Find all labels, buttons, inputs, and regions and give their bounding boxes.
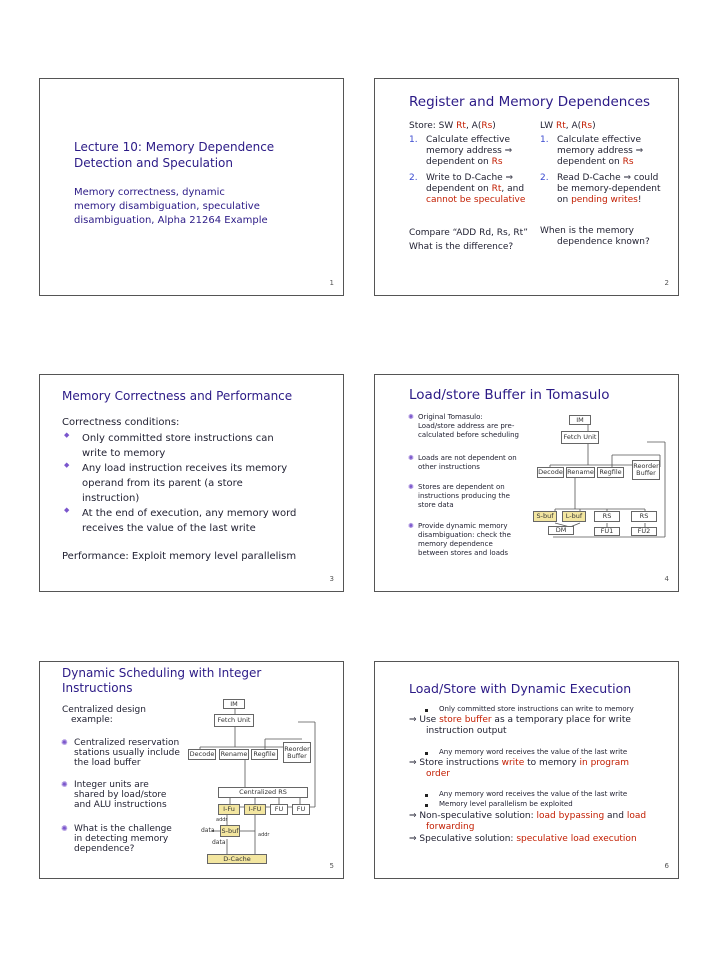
text-line: and ALU instructions [74, 800, 167, 810]
text-line: When is the memory [540, 226, 634, 236]
sub-point-4: Memory level parallelism be exploited [439, 800, 573, 808]
text-line: Centralized reservation [74, 738, 180, 748]
text-line: Original Tomasulo: [418, 413, 483, 421]
centralized-rs-box: Centralized RS [218, 787, 308, 798]
bullet-icon: ✺ [408, 522, 414, 530]
slide1-title-line1: Lecture 10: Memory Dependence [74, 140, 275, 154]
d-cache-box: D-Cache [207, 854, 267, 864]
list-number: 2. [540, 173, 549, 183]
slide-2 [374, 78, 679, 296]
fetch-unit-box: Fetch Unit [561, 431, 599, 444]
sub-point-3: Any memory word receives the value of the last write [439, 790, 628, 798]
integer-unit-2-box: I-FU [244, 804, 266, 815]
text-line: Loads are not dependent on [418, 454, 517, 462]
bullet-icon: ✺ [61, 824, 68, 833]
bullet-icon: ✺ [61, 780, 68, 789]
integer-scheduling-diagram-lines [40, 662, 345, 880]
load-buffer-box: L-buf [562, 511, 586, 522]
addr-label: addr [258, 832, 270, 838]
reservation-station-box: RS [631, 511, 657, 522]
text-line: Integer units are [74, 780, 149, 790]
text-line: write to memory [82, 448, 166, 459]
text-line: in detecting memory [74, 834, 169, 844]
list-number: 2. [409, 173, 418, 183]
functional-unit-box: FU [292, 804, 310, 815]
load-step1 [557, 135, 643, 168]
text-line: instructions producing the [418, 492, 510, 500]
text-line: dependence known? [557, 237, 650, 247]
slide1-sub-line3: disambiguation, Alpha 21264 Example [74, 215, 268, 226]
slide1-title [74, 139, 274, 171]
slide3-title: Memory Correctness and Performance [62, 389, 293, 403]
performance-text: Performance: Exploit memory level parallelism [62, 551, 297, 562]
regfile-box: Regfile [251, 749, 278, 760]
instruction-memory-box: IM [569, 415, 591, 425]
rename-box: Rename [567, 468, 594, 476]
slide-4 [374, 374, 679, 592]
data-label: data [212, 839, 226, 846]
tomasulo-diagram-lines [375, 375, 680, 593]
text-line: dependent on Rs [426, 157, 503, 167]
regfile-box: Regfile [597, 467, 624, 478]
text-line: Only committed store instructions can [82, 433, 274, 444]
page-number: 6 [664, 862, 669, 870]
page-number: 2 [664, 279, 669, 287]
text-line: Read D-Cache ⇒ could [557, 173, 659, 183]
text-line: Stores are dependent on [418, 483, 505, 491]
bullet-icon: ✺ [408, 454, 414, 462]
text-line: store data [418, 501, 454, 509]
reservation-station-box: RS [594, 511, 620, 522]
text-line: instruction output [426, 726, 507, 736]
slide1-subtitle [74, 186, 268, 228]
sub-point-2: Any memory word receives the value of the last write [439, 748, 628, 756]
answer-3: ⇒ Non-speculative solution: load bypassing and load forwarding [409, 811, 647, 832]
text-line: calculated before scheduling [418, 431, 519, 439]
slide-6 [374, 661, 679, 879]
text-line: Any load instruction receives its memory [82, 463, 288, 474]
text-line: dependence? [74, 844, 135, 854]
text-line: other instructions [418, 463, 480, 471]
slide5-title-line1: Dynamic Scheduling with Integer [62, 666, 262, 680]
text-line: Provide dynamic memory [418, 522, 508, 530]
when-text [540, 226, 650, 248]
functional-unit-2-box: FU2 [631, 527, 657, 536]
slide4-title: Load/store Buffer in Tomasulo [409, 387, 610, 403]
bullet-icon: ✺ [408, 483, 414, 491]
store-step2 [426, 173, 525, 206]
functional-unit-1-box: FU1 [594, 527, 620, 536]
slide2-title: Register and Memory Dependences [409, 94, 651, 110]
text-line: operand from its parent (a store [82, 478, 243, 489]
text-line: What is the difference? [409, 242, 514, 252]
text-line: on pending writes! [557, 195, 642, 205]
compare-text [409, 226, 528, 254]
data-label: data [201, 827, 215, 834]
text-line: shared by load/store [74, 790, 167, 800]
text-line: memory dependence [418, 540, 493, 548]
text-line: memory address ⇒ [557, 146, 644, 156]
text-line: Calculate effective [426, 135, 511, 145]
decode-box: Decode [538, 468, 563, 476]
reorder-buffer-box: Reorder Buffer [283, 742, 311, 763]
slide-5 [39, 661, 344, 879]
text-line: Load/store address are pre- [418, 422, 515, 430]
square-bullet-icon [425, 794, 428, 797]
answer-2: ⇒ Store instructions write to memory in program order [409, 758, 629, 779]
correctness-intro: Correctness conditions: [62, 417, 180, 428]
decode-box: Decode [189, 750, 215, 758]
instruction-memory-box: IM [223, 699, 245, 709]
text-line: forwarding [426, 822, 475, 832]
integer-unit-1-box: I-Fu [218, 804, 240, 815]
text-line: between stores and loads [418, 549, 509, 557]
bullet-icon: ✺ [408, 413, 414, 421]
text-line: example: [71, 715, 113, 725]
slide6-title: Load/Store with Dynamic Execution [409, 681, 632, 696]
page-number: 1 [329, 279, 334, 287]
bullet-icon: ◆ [64, 506, 70, 514]
text-line: memory address ⇒ [426, 146, 513, 156]
store-heading: Store: SW Rt, A(Rs) [409, 121, 496, 131]
text-line: dependent on Rs [557, 157, 634, 167]
load-heading: LW Rt, A(Rs) [540, 121, 596, 131]
page-number: 3 [329, 575, 334, 583]
condition-1 [82, 431, 274, 461]
slide-3 [39, 374, 344, 592]
text-line: the load buffer [74, 758, 141, 768]
reorder-buffer-box: Reorder Buffer [632, 460, 660, 480]
data-memory-box: DM [548, 526, 574, 535]
answer-1: ⇒ Use store buffer as a temporary place for write instruction output [409, 715, 631, 736]
slide1-sub-line2: memory disambiguation, speculative [74, 201, 260, 212]
answer-4: ⇒ Speculative solution: speculative load execution [409, 834, 637, 844]
square-bullet-icon [425, 804, 428, 807]
store-step1 [426, 135, 512, 168]
list-number: 1. [409, 135, 418, 145]
text-line: cannot be speculative [426, 195, 526, 205]
page-number: 4 [664, 575, 669, 583]
addr-label: addr [216, 817, 228, 823]
bullet-icon: ✺ [61, 738, 68, 747]
functional-unit-box: FU [270, 804, 288, 815]
text-line: dependent on Rt, and [426, 184, 525, 194]
sub-point-1: Only committed store instructions can write to memory [439, 705, 634, 713]
bullet-icon: ◆ [64, 431, 70, 439]
slide1-title-line2: Detection and Speculation [74, 156, 233, 170]
list-number: 1. [540, 135, 549, 145]
bullet-icon: ◆ [64, 461, 70, 469]
text-line: stations usually include [74, 748, 180, 758]
store-buffer-box: S-buf [533, 511, 557, 522]
text-line: At the end of execution, any memory word [82, 508, 297, 519]
text-line: What is the challenge [74, 824, 172, 834]
slide5-title-line2: Instructions [62, 681, 133, 695]
text-line: instruction) [82, 493, 140, 504]
text-line: Calculate effective [557, 135, 642, 145]
text-line: Compare “ADD Rd, Rs, Rt” [409, 228, 528, 238]
text-line: be memory-dependent [557, 184, 661, 194]
slide1-sub-line1: Memory correctness, dynamic [74, 187, 225, 198]
load-step2 [557, 173, 661, 206]
square-bullet-icon [425, 752, 428, 755]
condition-2 [82, 461, 287, 506]
fetch-unit-box: Fetch Unit [214, 714, 254, 727]
text-line: disambiguation: check the [418, 531, 511, 539]
text-line: Centralized design [62, 705, 146, 715]
store-buffer-box: S-buf [220, 825, 240, 837]
square-bullet-icon [425, 709, 428, 712]
text-line: order [426, 769, 450, 779]
text-line: Write to D-Cache ⇒ [426, 173, 514, 183]
condition-3 [82, 506, 296, 536]
page-number: 5 [329, 862, 334, 870]
slide-1 [39, 78, 344, 296]
text-line: receives the value of the last write [82, 523, 256, 534]
rename-box: Rename [220, 750, 248, 758]
